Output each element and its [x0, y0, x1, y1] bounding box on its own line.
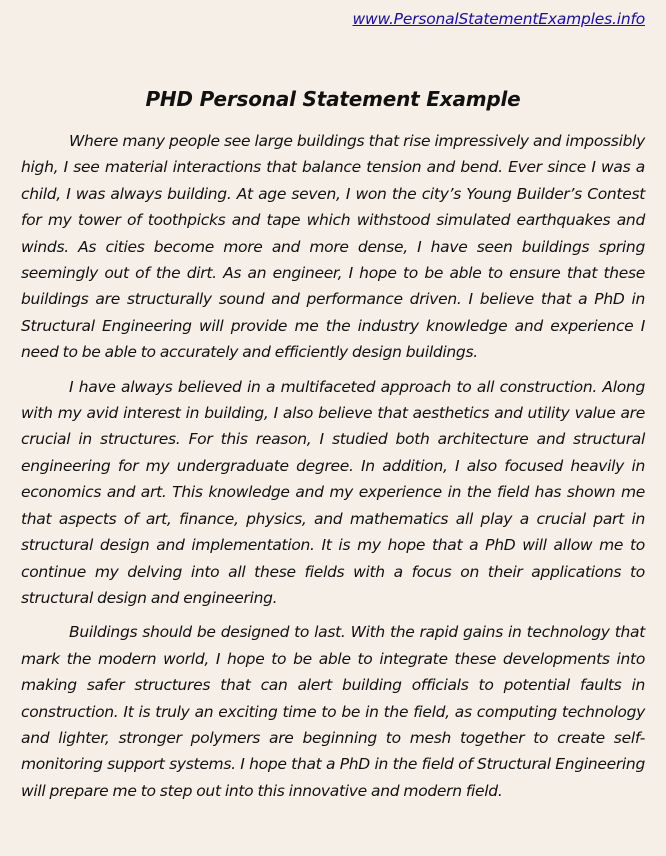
website-link[interactable]: www.PersonalStatementExamples.info [352, 10, 645, 28]
page-title: PHD Personal Statement Example [145, 87, 521, 111]
statement-body [21, 128, 645, 812]
paragraph-2: I have always believed in a multifaceted approach to all construction. Along with my avid interest in building, I also believe that aesthetics and utility value are crucial in structures. For this reason, I studied both architecture and structural engineering for my undergraduate degree. In addition, I also focused heavily in economics and art. This knowledge and my experience in the field has shown me that aspects of art, finance, physics, and mathematics all play a crucial part in structural design and implementation. It is my hope that a PhD will allow me to continue my delving into all these fields with a focus on their applications to structural design and engineering. [21, 377, 645, 607]
paragraph-3: Buildings should be designed to last. With the rapid gains in technology that mark the modern world, I hope to be able to integrate these developments into making safer structures that can alert building officials to potential faults in construction. It is truly an exciting time to be in the field, as computing technology and lighter, stronger polymers are beginning to mesh together to create self-monitoring support systems. I hope that a PhD in the field of Structural Engineering will prepare me to step out into this innovative and modern field. [21, 623, 645, 800]
paragraph-1: Where many people see large buildings that rise impressively and impossibly high, I see material interactions that balance tension and bend. Ever since I was a child, I was always building. At age seven, I won the city’s Young Builder’s Contest for my tower of toothpicks and tape which withstood simulated earthquakes and winds. As cities become more and more dense, I have seen buildings spring seemingly out of the dirt. As an engineer, I hope to be able to ensure that these buildings are structurally sound and performance driven. I believe that a PhD in Structural Engineering will provide me the industry knowledge and experience I need to be able to accurately and efficiently design buildings. [21, 132, 645, 362]
